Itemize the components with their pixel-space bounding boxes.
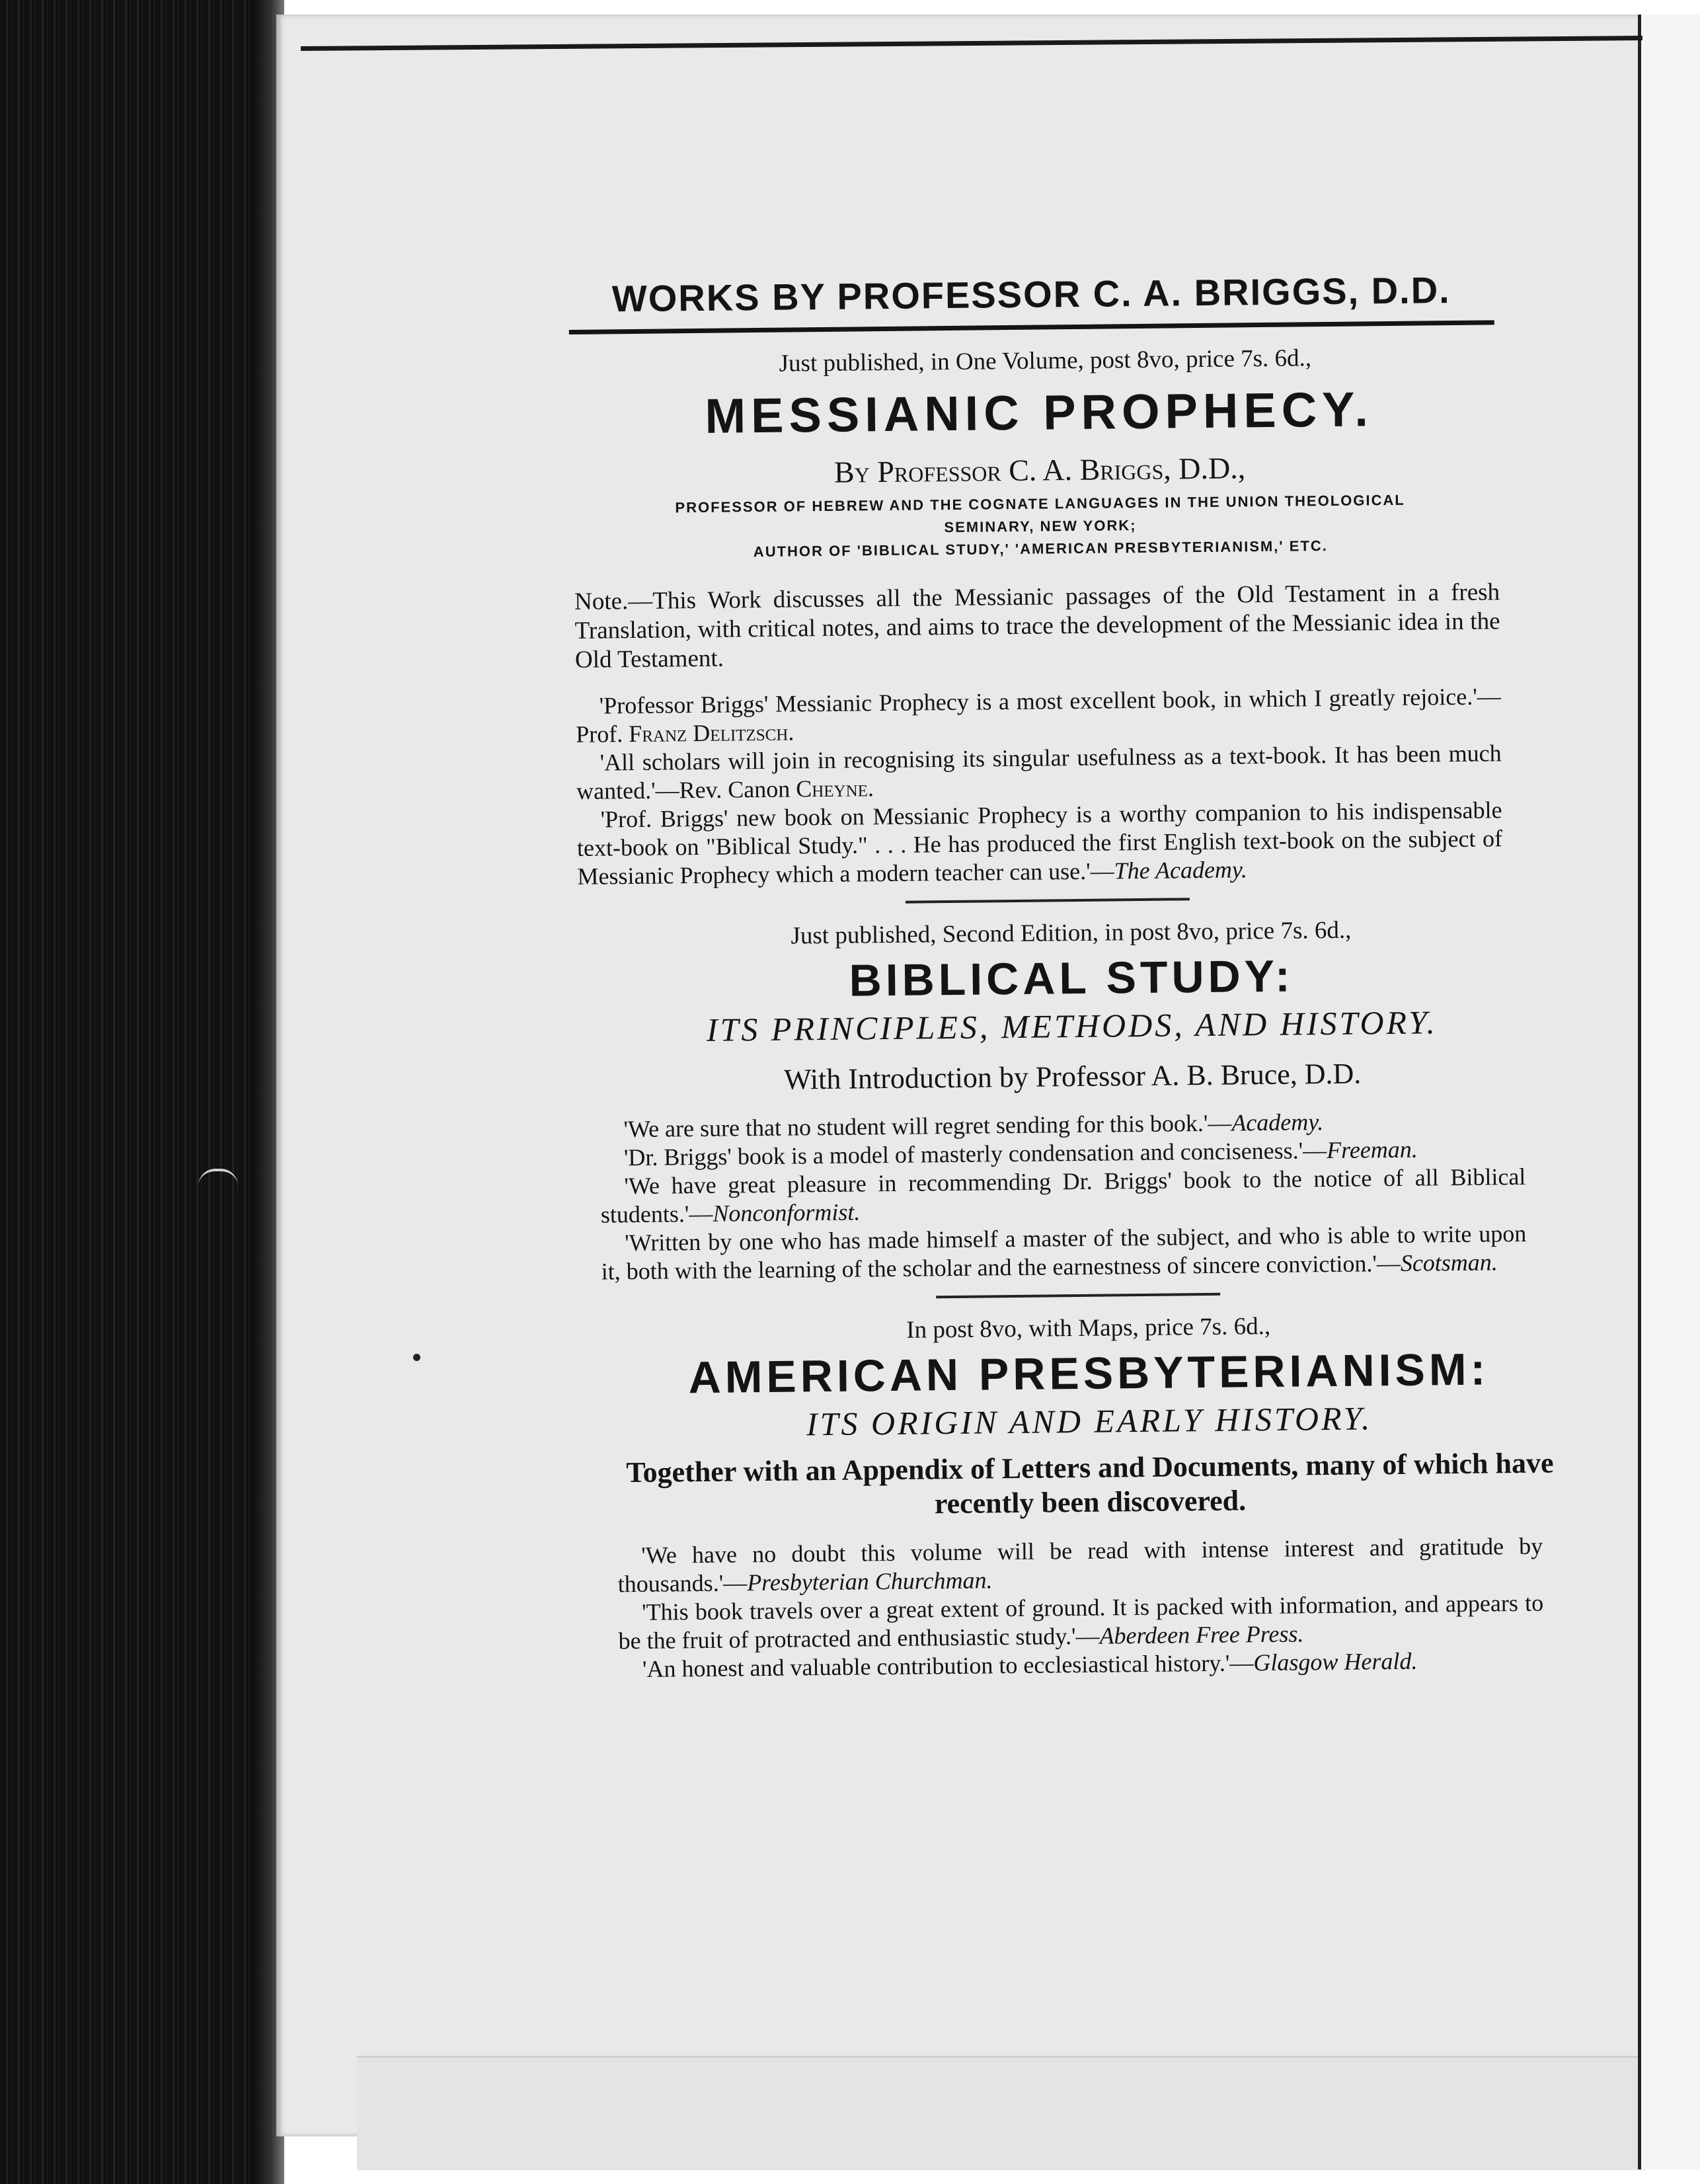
page-header: WORKS BY PROFESSOR C. A. BRIGGS, D.D. bbox=[568, 268, 1494, 334]
book-page-edges bbox=[0, 0, 271, 2184]
book-note: Note.—This Work discusses all the Messianic passages of the Old Testament in a fresh Translation, with critical notes, and aims to trace the development of the Messianic idea in the Old Testament. bbox=[574, 578, 1500, 674]
quote-source: Cheyne. bbox=[796, 775, 874, 802]
quote-source: Aberdeen Free Press. bbox=[1099, 1620, 1304, 1649]
author-credentials bbox=[570, 488, 1510, 565]
quote-source: Academy. bbox=[1231, 1109, 1324, 1136]
publication-line: Just published, in One Volume, post 8vo, price 7s. 6d., bbox=[779, 344, 1312, 377]
review-quote bbox=[617, 1532, 1543, 1599]
review-quotes bbox=[617, 1532, 1544, 1684]
review-quotes bbox=[599, 1106, 1527, 1286]
section-divider bbox=[936, 1293, 1220, 1299]
credential-line: PROFESSOR OF HEBREW AND THE COGNATE LANGUAGES IN THE UNION THEOLOGICAL bbox=[675, 491, 1405, 516]
quote-text: 'Prof. Briggs' new book on Messianic Prophecy is a worthy companion to his indispensable text-book on "Biblical Study." . . . He has produced the first English text-book on the subject of Messianic Prophecy which a modern teacher can use.'— bbox=[576, 797, 1503, 890]
publication-line: Just published, Second Edition, in post 8vo, price 7s. 6d., bbox=[791, 916, 1352, 950]
quote-text: 'Professor Briggs' Messianic Prophecy is a most excellent book, in which I greatly rejoice.'—Prof. bbox=[576, 683, 1501, 748]
quote-source: Glasgow Herald. bbox=[1253, 1647, 1418, 1676]
quote-text: 'We are sure that no student will regret sending for this book.'— bbox=[623, 1109, 1232, 1143]
credential-line: AUTHOR OF 'BIBLICAL STUDY,' 'AMERICAN PRESBYTERIANISM,' ETC. bbox=[753, 537, 1328, 561]
quote-source: The Academy. bbox=[1114, 856, 1248, 884]
book-subtitle: ITS PRINCIPLES, METHODS, AND HISTORY. bbox=[706, 1003, 1438, 1048]
quote-source: Nonconformist. bbox=[713, 1198, 861, 1227]
book-title: BIBLICAL STUDY: bbox=[849, 951, 1295, 1006]
book-messianic-prophecy bbox=[569, 341, 1553, 890]
page-fold bbox=[357, 2056, 1646, 2170]
book-title: AMERICAN PRESBYTERIANISM: bbox=[688, 1344, 1490, 1403]
quote-source: Presbyterian Churchman. bbox=[746, 1567, 993, 1596]
review-quotes bbox=[576, 682, 1503, 891]
quote-text: 'Written by one who has made himself a master of the subject, and who is able to write upon it, both with the learning of the scholar and the earnestness of sincere conviction.'— bbox=[601, 1220, 1527, 1285]
publication-line: In post 8vo, with Maps, price 7s. 6d., bbox=[906, 1312, 1271, 1344]
section-divider bbox=[906, 898, 1190, 904]
ink-dot bbox=[413, 1354, 420, 1361]
book-appendix-note: Together with an Appendix of Letters and Documents, many of which have recently been discovered. bbox=[626, 1446, 1554, 1520]
review-quote bbox=[576, 682, 1502, 749]
review-quote bbox=[576, 796, 1502, 891]
book-american-presbyterianism bbox=[613, 1309, 1562, 1684]
quote-text: 'An honest and valuable contribution to ecclesiastical history.'— bbox=[642, 1649, 1254, 1682]
advertisement bbox=[568, 268, 1561, 1684]
credential-line: SEMINARY, NEW YORK; bbox=[944, 517, 1137, 536]
book-title: MESSIANIC PROPHECY. bbox=[705, 381, 1374, 444]
quote-source: Franz Delitzsch. bbox=[629, 719, 794, 748]
book-subtitle: ITS ORIGIN AND EARLY HISTORY. bbox=[806, 1399, 1373, 1443]
book-biblical-study bbox=[595, 914, 1557, 1286]
review-quote bbox=[618, 1589, 1544, 1656]
quote-text: 'All scholars will join in recognising its singular usefulness as a text-book. It has been much wanted.'—Rev. Canon bbox=[576, 740, 1502, 804]
quote-source: Freeman. bbox=[1326, 1136, 1418, 1164]
quote-text: 'We have great pleasure in recommending Dr. Briggs' book to the notice of all Biblical students.'— bbox=[600, 1163, 1526, 1228]
author-byline: By Professor C. A. Briggs, D.D., bbox=[833, 451, 1246, 489]
review-quote bbox=[576, 739, 1502, 806]
facing-page-edge bbox=[1638, 15, 1700, 2169]
quote-text: 'This book travels over a great extent of ground. It is packed with information, and appears to be the fruit of protracted and enthusiastic study.'— bbox=[618, 1589, 1544, 1655]
review-quote bbox=[600, 1163, 1526, 1229]
review-quote bbox=[601, 1220, 1527, 1286]
quote-text: 'We have no doubt this volume will be read with intense interest and gratitude by thousands.'— bbox=[617, 1532, 1543, 1598]
quote-source: Scotsman. bbox=[1400, 1249, 1498, 1276]
quote-text: 'Dr. Briggs' book is a model of masterly condensation and conciseness.'— bbox=[623, 1137, 1327, 1171]
book-introduction: With Introduction by Professor A. B. Bruce, D.D. bbox=[783, 1057, 1362, 1096]
